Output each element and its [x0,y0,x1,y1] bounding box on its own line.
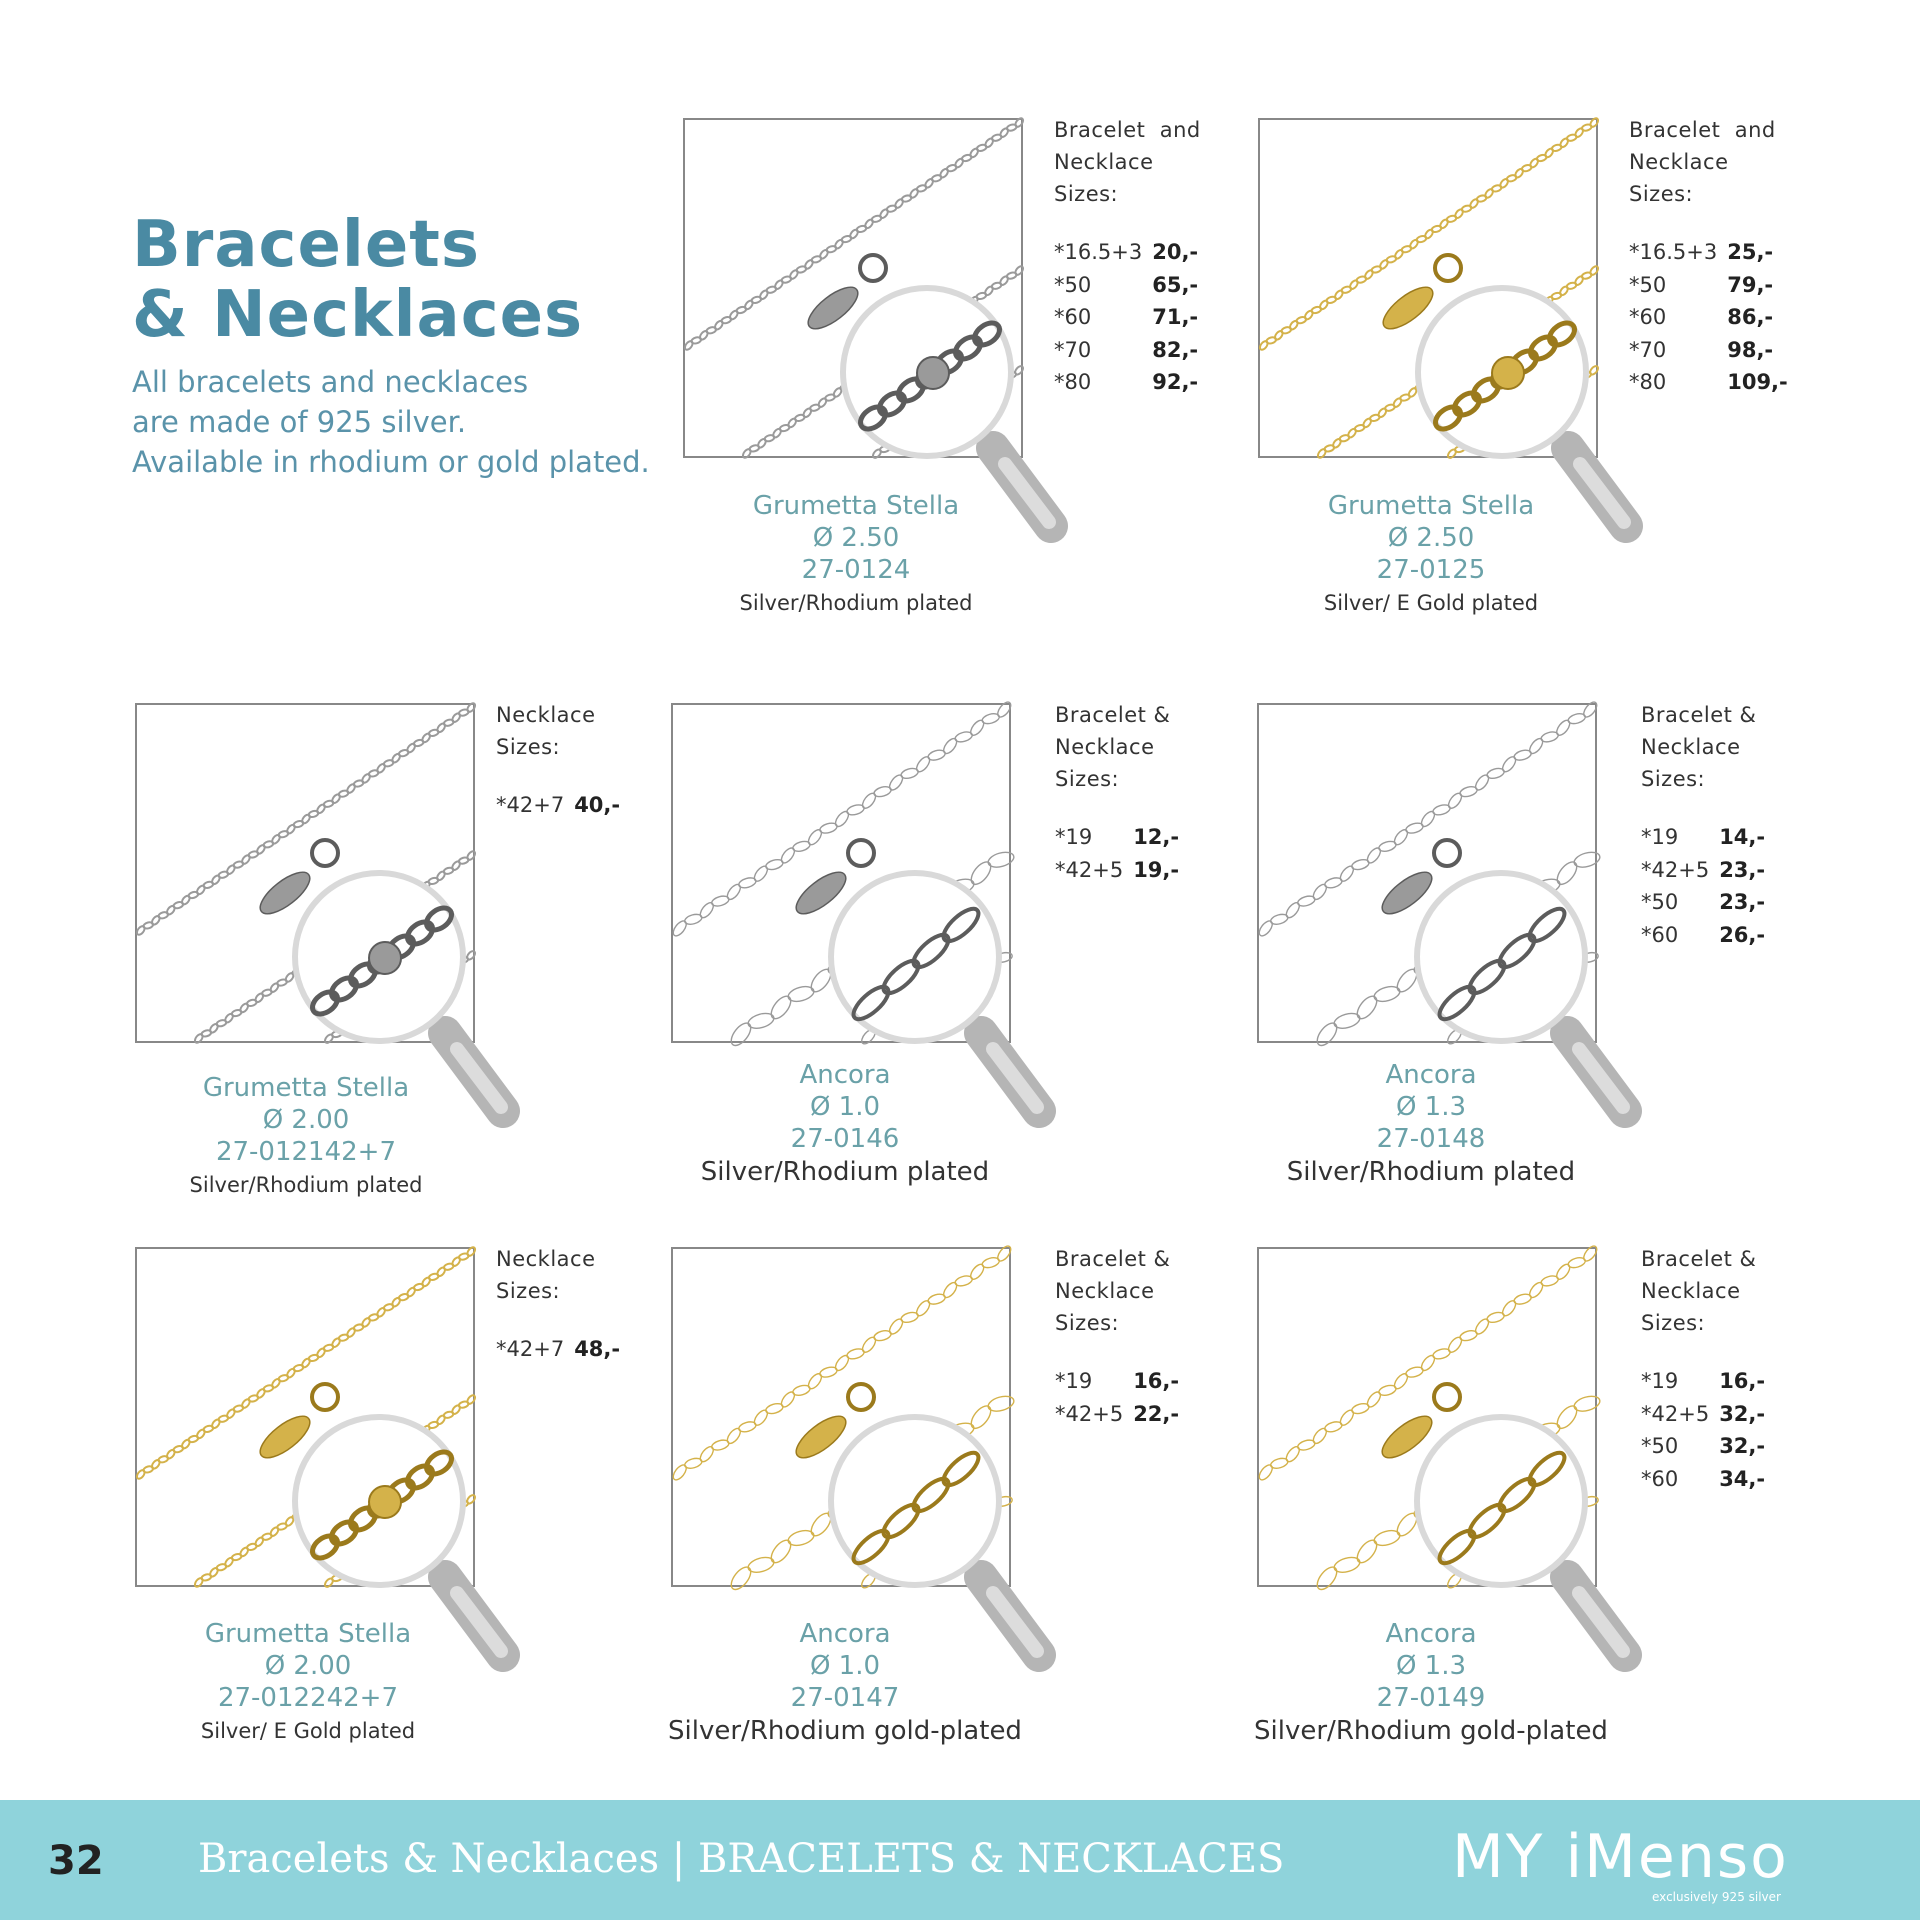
price-row [1641,1463,1765,1496]
product-code: 27-0148 [1376,1124,1486,1154]
product-image [671,703,1011,1043]
product-material: Silver/Rhodium plated [700,1157,990,1187]
sizes-label: Necklace [1641,735,1741,759]
price-row [496,1333,620,1366]
product-diameter: Ø 2.50 [1387,523,1475,553]
size-price-list [1055,699,1179,886]
product-diameter: Ø 1.3 [1395,1092,1467,1122]
price-table [496,1333,620,1366]
price-row [1629,301,1788,334]
price-value: 32,- [1719,1401,1766,1426]
page-footer [0,1800,1920,1920]
price-row [1641,1430,1765,1463]
product-caption [88,1618,528,1748]
size-value: *60 [1629,305,1667,330]
size-value: *42+5 [1641,1401,1710,1426]
description-line-2: are made of 925 silver. [132,405,467,439]
product-material: Silver/Rhodium plated [189,1173,423,1197]
price-row [1055,854,1179,887]
price-value: 65,- [1152,272,1199,297]
size-price-list [1641,1243,1765,1495]
size-value: *19 [1641,825,1679,850]
sizes-label: Sizes: [1055,1311,1120,1335]
price-value: 19,- [1133,857,1180,882]
product-material: Silver/Rhodium plated [739,591,973,615]
sizes-label: Necklace [496,703,596,727]
size-value: *42+7 [496,793,565,818]
product-name: Grumetta Stella [204,1619,412,1649]
size-price-list [1629,114,1788,399]
price-row [1054,269,1198,302]
product-name: Ancora [799,1060,891,1090]
sizes-label: Sizes: [496,735,561,759]
product-diameter: Ø 1.0 [809,1092,881,1122]
price-value: 92,- [1152,370,1199,395]
price-row [1641,886,1765,919]
size-value: *60 [1641,922,1679,947]
title-line-1: Bracelets [132,208,480,282]
product-diameter: Ø 1.0 [809,1651,881,1681]
price-value: 79,- [1727,272,1774,297]
product-diameter: Ø 2.50 [812,523,900,553]
footer-title: Bracelets & Necklaces | BRACELETS & NECKLACES [198,1836,1285,1882]
title-line-2: & Necklaces [132,278,584,352]
price-value: 16,- [1719,1369,1766,1394]
size-value: *70 [1054,337,1092,362]
sizes-label: Sizes: [1641,767,1706,791]
price-table [496,789,620,822]
product-name: Ancora [1385,1060,1477,1090]
brand-logo: MY iMenso [1452,1822,1789,1892]
product-material: Silver/Rhodium gold-plated [1254,1716,1608,1746]
product-image [1257,1247,1597,1587]
price-row [1641,1398,1765,1431]
sizes-label: Bracelet and [1054,118,1201,142]
price-row [1641,821,1765,854]
price-value: 22,- [1133,1401,1180,1426]
price-value: 82,- [1152,337,1199,362]
product-material: Silver/Rhodium gold-plated [668,1716,1022,1746]
product-name: Grumetta Stella [202,1073,410,1103]
size-value: *70 [1629,337,1667,362]
sizes-label: Bracelet & [1641,703,1757,727]
price-table [1641,1365,1765,1495]
price-row [1641,919,1765,952]
product-code: 27-0147 [790,1683,900,1713]
price-row [1054,236,1198,269]
price-value: 14,- [1719,825,1766,850]
product-diameter: Ø 2.00 [262,1105,350,1135]
size-value: *50 [1641,1434,1679,1459]
product-material: Silver/Rhodium plated [1286,1157,1576,1187]
sizes-label: Sizes: [1055,767,1120,791]
size-value: *19 [1055,825,1093,850]
page-number: 32 [48,1838,104,1884]
product-caption [625,1618,1065,1748]
size-price-list [1641,699,1765,951]
price-value: 86,- [1727,305,1774,330]
product-image [1258,118,1598,458]
size-value: *50 [1629,272,1667,297]
price-row [1055,1398,1179,1431]
sizes-label: Sizes: [1641,1311,1706,1335]
price-value: 12,- [1133,825,1180,850]
size-value: *50 [1641,890,1679,915]
description-line-1: All bracelets and necklaces [132,365,529,399]
size-price-list [1054,114,1201,399]
page-title [132,210,652,350]
price-value: 23,- [1719,890,1766,915]
price-row [1629,269,1788,302]
size-value: *80 [1629,370,1667,395]
product-image [135,1247,475,1587]
price-row [1054,334,1198,367]
price-row [1641,854,1765,887]
product-material: Silver/ E Gold plated [1323,591,1539,615]
product-code: 27-012142+7 [215,1137,397,1167]
size-value: *42+5 [1641,857,1710,882]
size-price-list [1055,1243,1179,1430]
product-image [683,118,1023,458]
product-caption [86,1072,526,1202]
price-value: 71,- [1152,305,1199,330]
price-value: 25,- [1727,240,1774,265]
price-table [1054,236,1198,399]
product-code: 27-0125 [1376,555,1486,585]
sizes-label: Bracelet & [1641,1247,1757,1271]
price-row [1054,301,1198,334]
product-code: 27-0146 [790,1124,900,1154]
sizes-label: Bracelet & [1055,1247,1171,1271]
product-name: Grumetta Stella [752,491,960,521]
product-name: Ancora [799,1619,891,1649]
sizes-label: Sizes: [1054,182,1119,206]
description-line-3: Available in rhodium or gold plated. [132,445,650,479]
price-row [1055,821,1179,854]
price-table [1055,821,1179,886]
brand-tagline: exclusively 925 silver [1652,1890,1781,1904]
product-code: 27-0124 [801,555,911,585]
size-value: *60 [1641,1466,1679,1491]
price-row [1629,366,1788,399]
sizes-label: Necklace [496,1247,596,1271]
product-diameter: Ø 2.00 [264,1651,352,1681]
price-value: 40,- [574,793,621,818]
product-caption [1211,1059,1651,1189]
price-row [1054,366,1198,399]
product-image [671,1247,1011,1587]
sizes-label: Bracelet and [1629,118,1776,142]
product-caption [1211,490,1651,620]
price-table [1629,236,1788,399]
size-value: *80 [1054,370,1092,395]
size-value: *16.5+3 [1054,240,1143,265]
sizes-label: Necklace [1055,1279,1155,1303]
size-value: *42+7 [496,1337,565,1362]
price-row [496,789,620,822]
product-image [135,703,475,1043]
size-value: *50 [1054,272,1092,297]
product-name: Ancora [1385,1619,1477,1649]
sizes-label: Necklace [1054,150,1154,174]
product-image [1257,703,1597,1043]
size-value: *42+5 [1055,1401,1124,1426]
product-name: Grumetta Stella [1327,491,1535,521]
product-caption [636,490,1076,620]
sizes-label: Sizes: [496,1279,561,1303]
price-table [1055,1365,1179,1430]
price-value: 34,- [1719,1466,1766,1491]
size-price-list [496,699,620,822]
sizes-label: Necklace [1641,1279,1741,1303]
price-value: 109,- [1727,370,1788,395]
price-value: 26,- [1719,922,1766,947]
size-value: *16.5+3 [1629,240,1718,265]
price-row [1641,1365,1765,1398]
section-heading [132,210,652,482]
size-value: *60 [1054,305,1092,330]
price-value: 48,- [574,1337,621,1362]
product-material: Silver/ E Gold plated [200,1719,416,1743]
price-row [1629,334,1788,367]
price-value: 23,- [1719,857,1766,882]
price-value: 16,- [1133,1369,1180,1394]
size-value: *19 [1055,1369,1093,1394]
product-diameter: Ø 1.3 [1395,1651,1467,1681]
sizes-label: Bracelet & [1055,703,1171,727]
product-code: 27-012242+7 [217,1683,399,1713]
price-value: 32,- [1719,1434,1766,1459]
price-row [1055,1365,1179,1398]
sizes-label: Necklace [1055,735,1155,759]
price-table [1641,821,1765,951]
size-price-list [496,1243,620,1366]
size-value: *42+5 [1055,857,1124,882]
section-description [132,362,652,482]
product-caption [1211,1618,1651,1748]
product-code: 27-0149 [1376,1683,1486,1713]
sizes-label: Sizes: [1629,182,1694,206]
price-value: 98,- [1727,337,1774,362]
price-value: 20,- [1152,240,1199,265]
sizes-label: Necklace [1629,150,1729,174]
product-caption [625,1059,1065,1189]
price-row [1629,236,1788,269]
size-value: *19 [1641,1369,1679,1394]
